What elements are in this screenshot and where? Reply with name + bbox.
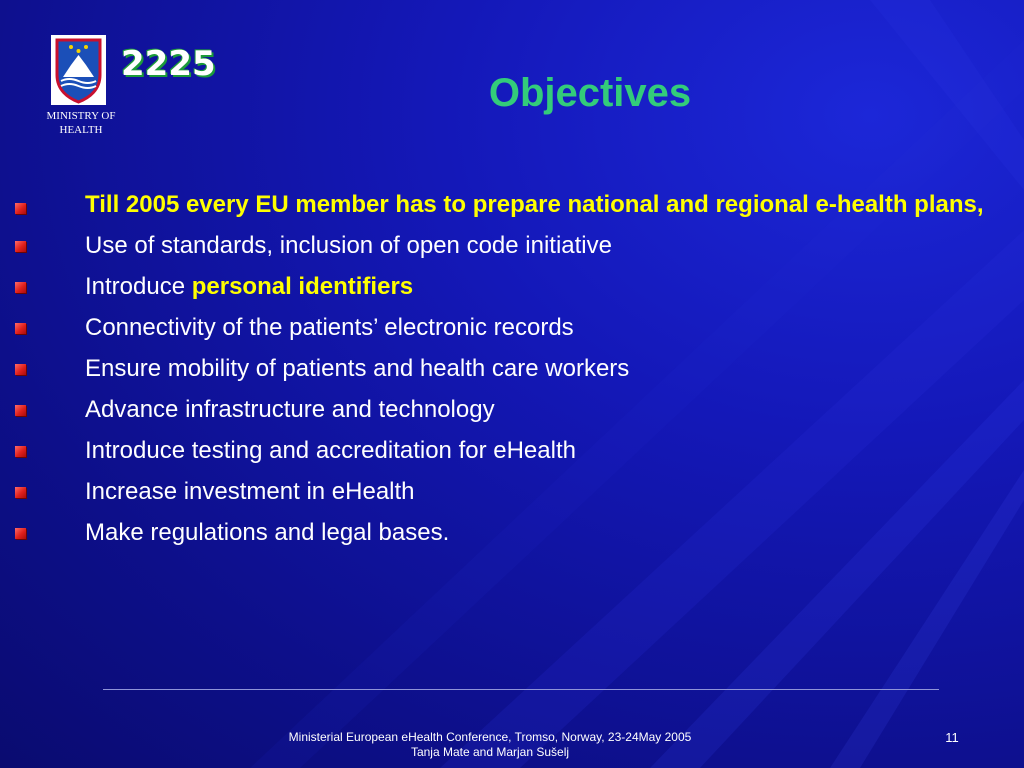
list-item [0, 270, 1024, 304]
bullet-text: Connectivity of the patients’ electronic records [85, 314, 574, 341]
footer-authors: Tanja Mate and Marjan Sušelj [410, 745, 570, 759]
page-number: 11 [945, 730, 959, 745]
list-item [0, 188, 1024, 222]
list-item [0, 516, 1024, 550]
list-item [0, 352, 1024, 386]
list-item [0, 434, 1024, 468]
footer-conference: Ministerial European eHealth Conference, Tromso, Norway, 23-24May 2005 [288, 730, 692, 744]
bullet-text [85, 270, 990, 304]
bullet-text: Use of standards, inclusion of open code initiative [85, 232, 612, 259]
slide-title: Objectives [488, 71, 692, 115]
bullet-prefix: Introduce [85, 273, 192, 300]
bullet-text: Advance infrastructure and technology [85, 396, 495, 423]
list-item [0, 229, 1024, 263]
bullet-text: Make regulations and legal bases. [85, 519, 450, 546]
red-square-bullet-icon [15, 282, 26, 293]
slovenia-coat-of-arms-icon [51, 35, 106, 105]
red-square-bullet-icon [15, 241, 26, 252]
logo-text: 2225 [121, 44, 216, 84]
bullet-text: Increase investment in eHealth [85, 478, 415, 505]
red-square-bullet-icon [15, 323, 26, 334]
red-square-bullet-icon [15, 446, 26, 457]
list-item [0, 311, 1024, 345]
red-square-bullet-icon [15, 528, 26, 539]
red-square-bullet-icon [15, 364, 26, 375]
footer [250, 730, 730, 760]
bullet-emphasis: personal identifiers [191, 273, 414, 300]
list-item [0, 393, 1024, 427]
footer-divider [103, 689, 939, 690]
red-square-bullet-icon [15, 203, 26, 214]
bullet-text: Ensure mobility of patients and health care workers [85, 355, 630, 382]
objectives-list [0, 188, 1024, 557]
ministry-label: MINISTRY OF HEALTH [46, 110, 116, 136]
red-square-bullet-icon [15, 487, 26, 498]
red-square-bullet-icon [15, 405, 26, 416]
conference-logo [121, 45, 251, 83]
bullet-text: Till 2005 every EU member has to prepare national and regional e-health plans, [85, 191, 984, 218]
list-item [0, 475, 1024, 509]
bullet-text: Introduce testing and accreditation for eHealth [85, 437, 576, 464]
